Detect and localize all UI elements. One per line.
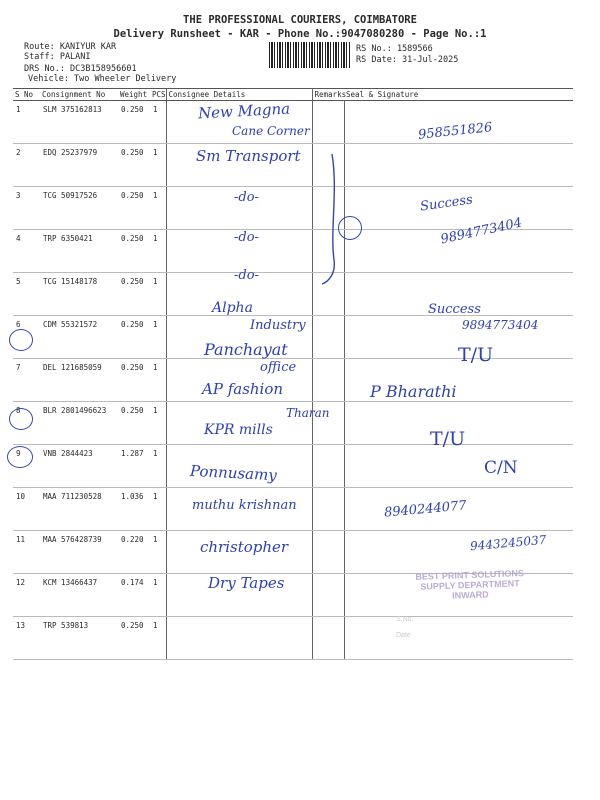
rs-date: RS Date: 31-Jul-2025 <box>356 55 459 65</box>
rs-number: RS No.: 1589566 <box>356 44 433 54</box>
hw-consignee-9b: KPR mills <box>204 422 273 438</box>
hw-signature-4a: Success <box>419 192 474 215</box>
hw-signature-4b: 9894773404 <box>439 215 524 248</box>
hw-consignee-9a: Tharan <box>286 406 330 420</box>
row-weight: 0.250 <box>118 402 150 445</box>
row-sno: 8 <box>13 402 40 445</box>
hw-signature-10: C/N <box>484 458 518 478</box>
hw-consignee-5: -do- <box>234 268 259 283</box>
row-remarks <box>312 488 344 531</box>
runsheet-subtitle: Delivery Runsheet - KAR - Phone No.:9047080280 - Page No.:1 <box>113 28 487 40</box>
hw-signature-8: P Bharathi <box>370 382 457 401</box>
hw-consignee-7: Panchayat <box>204 340 288 359</box>
company-title: THE PROFESSIONAL COURIERS, COIMBATORE <box>183 14 417 26</box>
row-sno: 9 <box>13 445 40 488</box>
row-consignee <box>166 617 312 660</box>
row-sno: 13 <box>13 617 40 660</box>
hw-consignee-10: Ponnusamy <box>189 461 278 485</box>
company-stamp <box>385 567 556 603</box>
row-sno: 12 <box>13 574 40 617</box>
row-signature <box>344 445 573 488</box>
col-weight: Weight <box>118 89 150 101</box>
row-pcs: 1 <box>150 617 166 660</box>
hw-consignee-11: muthu krishnan <box>192 498 297 513</box>
row-remarks <box>312 316 344 359</box>
row-sno: 6 <box>13 316 40 359</box>
vehicle-label: Vehicle: Two Wheeler Delivery <box>28 74 177 84</box>
barcode-icon <box>269 42 351 68</box>
row-weight: 0.250 <box>118 230 150 273</box>
row-pcs: 1 <box>150 187 166 230</box>
row-consignment: DEL 121685059 <box>40 359 118 402</box>
hw-signature-7: T/U <box>458 344 494 366</box>
row-consignment: TCG 50917526 <box>40 187 118 230</box>
hw-consignee-3: -do- <box>234 190 259 205</box>
row-pcs: 1 <box>150 273 166 316</box>
row-consignment: MAA 711230528 <box>40 488 118 531</box>
row-consignment: EDQ 25237979 <box>40 144 118 187</box>
hw-signature-12: 9443245037 <box>469 532 547 554</box>
hw-signature-9: T/U <box>430 428 466 450</box>
row-remarks <box>312 359 344 402</box>
row-weight: 1.287 <box>118 445 150 488</box>
row-pcs: 1 <box>150 488 166 531</box>
table-row <box>13 273 573 316</box>
row-pcs: 1 <box>150 574 166 617</box>
row-pcs: 1 <box>150 101 166 144</box>
row-sno: 7 <box>13 359 40 402</box>
stamp-line-1: BEST PRINT SOLUTIONS <box>415 568 525 582</box>
row-pcs: 1 <box>150 316 166 359</box>
circled-mark-icon <box>338 216 362 240</box>
table-row <box>13 617 573 660</box>
col-remarks: Remarks <box>312 89 344 101</box>
row-weight: 0.250 <box>118 101 150 144</box>
hw-consignee-13: Dry Tapes <box>208 574 285 592</box>
row-sno: 2 <box>13 144 40 187</box>
row-sno: 5 <box>13 273 40 316</box>
col-signature: Seal & Signature <box>344 89 573 101</box>
row-consignment: MAA 576428739 <box>40 531 118 574</box>
row-consignment: TRP 6350421 <box>40 230 118 273</box>
row-weight: 0.250 <box>118 617 150 660</box>
row-pcs: 1 <box>150 445 166 488</box>
row-pcs: 1 <box>150 144 166 187</box>
row-weight: 0.250 <box>118 359 150 402</box>
row-sno: 11 <box>13 531 40 574</box>
row-remarks <box>312 445 344 488</box>
col-consignment: Consignment No <box>40 89 118 101</box>
col-pcs: PCS <box>152 90 166 99</box>
row-weight: 0.174 <box>118 574 150 617</box>
row-consignment: TCG 15148178 <box>40 273 118 316</box>
drs-number: DRS No.: DC3B158956601 <box>24 64 137 74</box>
hw-consignee-1b: Cane Corner <box>232 124 310 138</box>
row-sno: 1 <box>13 101 40 144</box>
row-signature <box>344 617 573 660</box>
row-pcs: 1 <box>150 531 166 574</box>
row-sno: 4 <box>13 230 40 273</box>
row-weight: 0.250 <box>118 187 150 230</box>
hw-consignee-1: New Magna <box>197 99 291 123</box>
col-sno: S No <box>13 89 40 101</box>
row-remarks <box>312 531 344 574</box>
hw-consignee-8: AP fashion <box>202 380 284 398</box>
row-sno: 10 <box>13 488 40 531</box>
row-weight: 0.250 <box>118 316 150 359</box>
row-weight: 0.220 <box>118 531 150 574</box>
row-consignment: BLR 2801496623 <box>40 402 118 445</box>
hw-consignee-6: Alpha <box>212 300 253 316</box>
row-consignment: TRP 539813 <box>40 617 118 660</box>
faint-label-2: Date <box>396 632 411 639</box>
hw-consignee-12: christopher <box>200 538 289 556</box>
row-pcs: 1 <box>150 230 166 273</box>
hw-signature-6b: 9894773404 <box>462 318 539 332</box>
table-header-row <box>13 89 573 101</box>
hw-consignee-6b: Industry <box>250 318 306 333</box>
hw-consignee-2: Sm Transport <box>196 147 301 165</box>
row-weight: 1.036 <box>118 488 150 531</box>
row-consignment: CDM 55321572 <box>40 316 118 359</box>
staff-label: Staff: PALANI <box>24 52 91 62</box>
hw-consignee-7b: office <box>260 360 297 375</box>
hw-signature-1: 958551826 <box>417 120 494 143</box>
faint-label-1: S.No. <box>396 616 414 623</box>
route-label: Route: KANIYUR KAR <box>24 42 117 52</box>
row-pcs: 1 <box>150 359 166 402</box>
col-consignee: Consignee Details <box>166 89 312 101</box>
hw-consignee-4: -do- <box>234 230 259 245</box>
circle-mark-7 <box>9 329 33 351</box>
row-remarks <box>312 101 344 144</box>
row-signature <box>344 144 573 187</box>
hw-signature-6a: Success <box>428 302 481 317</box>
hw-signature-11: 8940244077 <box>383 498 468 521</box>
row-remarks <box>312 617 344 660</box>
circle-mark-9 <box>9 408 33 430</box>
row-sno: 3 <box>13 187 40 230</box>
row-pcs: 1 <box>150 402 166 445</box>
row-remarks <box>312 574 344 617</box>
row-consignment: KCM 13466437 <box>40 574 118 617</box>
row-consignment: VNB 2844423 <box>40 445 118 488</box>
row-weight: 0.250 <box>118 273 150 316</box>
stamp-line-2: SUPPLY DEPARTMENT <box>420 578 520 592</box>
stamp-line-3: INWARD <box>451 589 489 601</box>
row-consignment: SLM 375162813 <box>40 101 118 144</box>
circle-mark-10 <box>7 446 33 468</box>
row-weight: 0.250 <box>118 144 150 187</box>
